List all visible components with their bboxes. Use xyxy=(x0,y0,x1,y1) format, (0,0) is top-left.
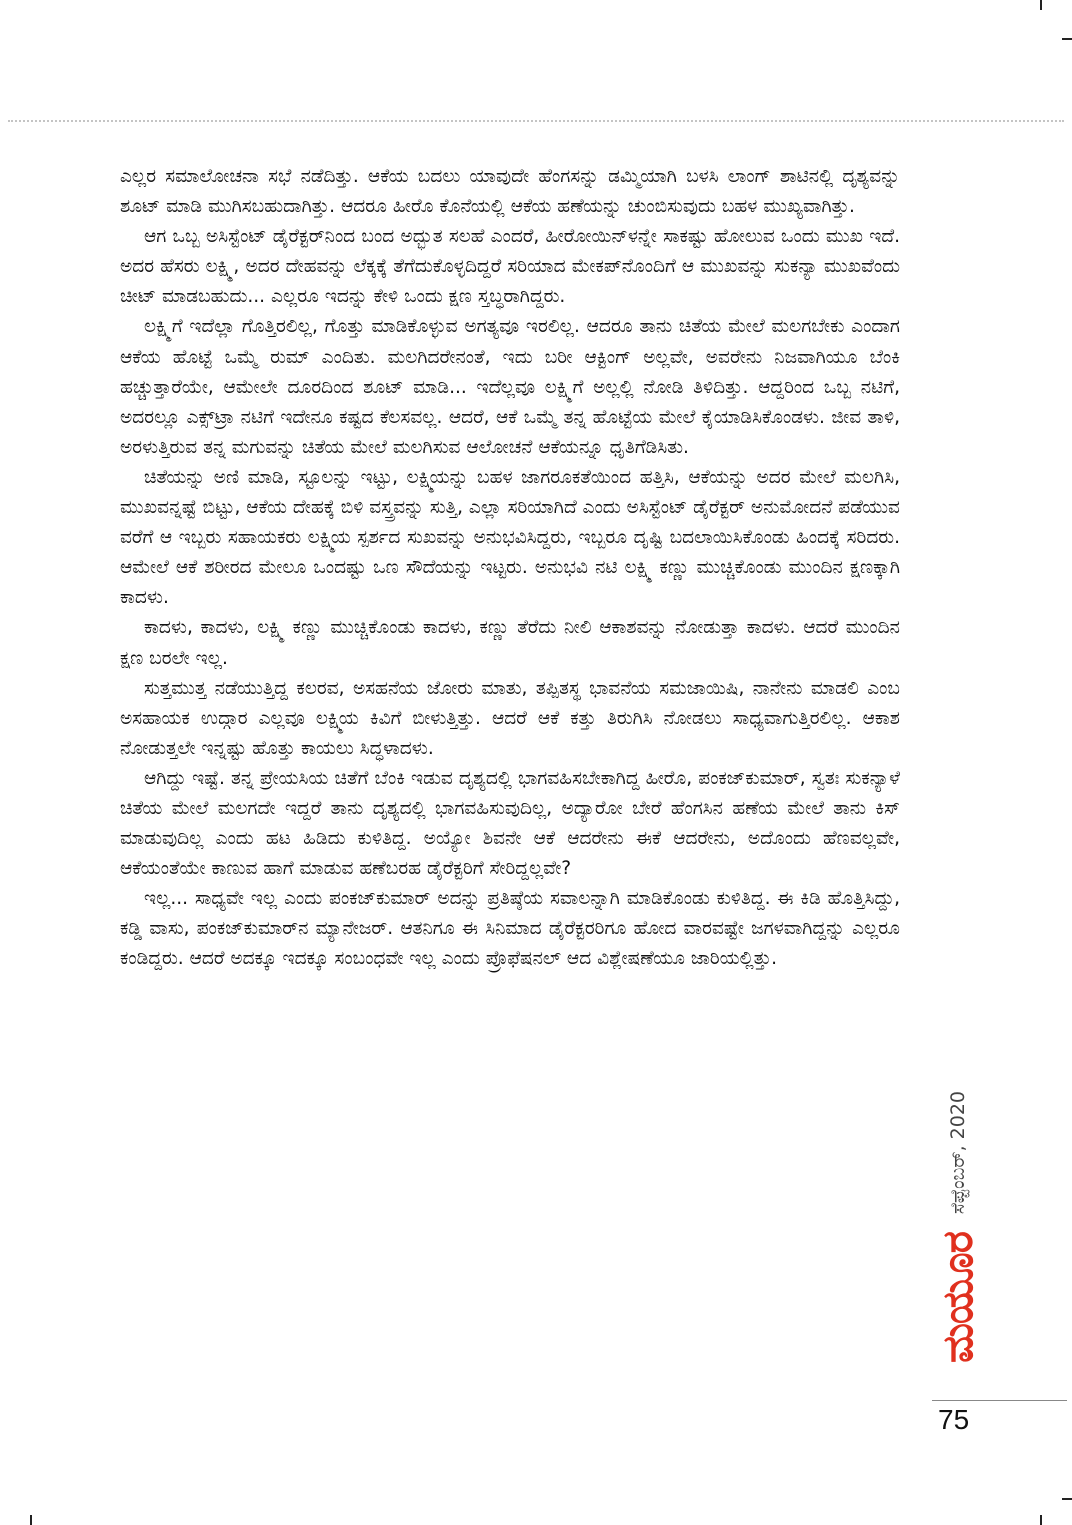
paragraph: ಕಾದಳು, ಕಾದಳು, ಲಕ್ಷ್ಮಿ ಕಣ್ಣು ಮುಚ್ಚಿಕೊಂಡು ಕಾದಳು, ಕಣ್ಣು ತೆರೆದು ನೀಲಿ ಆಕಾಶವನ್ನು ನೋಡುತ್ತಾ ಕಾದಳು. ಆದರೆ ಮುಂದಿನ ಕ್ಷಣ ಬರಲೇ ಇಲ್ಲ. xyxy=(120,617,900,669)
paragraph: ಎಲ್ಲರ ಸಮಾಲೋಚನಾ ಸಭೆ ನಡೆದಿತ್ತು. ಆಕೆಯ ಬದಲು ಯಾವುದೇ ಹೆಂಗಸನ್ನು ಡಮ್ಮಿಯಾಗಿ ಬಳಸಿ ಲಾಂಗ್ ಶಾಟಿನಲ್ಲಿ ದೃಶ್ಯವನ್ನು ಶೂಟ್ ಮಾಡಿ ಮುಗಿಸಬಹುದಾಗಿತ್ತು. ಆದರೂ ಹೀರೊ ಕೊನೆಯಲ್ಲಿ ಆಕೆಯ ಹಣೆಯನ್ನು ಚುಂಬಿಸುವುದು ಬಹಳ ಮುಖ್ಯವಾಗಿತ್ತು. xyxy=(120,166,900,218)
paragraph: ಲಕ್ಷ್ಮಿಗೆ ಇದೆಲ್ಲಾ ಗೊತ್ತಿರಲಿಲ್ಲ, ಗೊತ್ತು ಮಾಡಿಕೊಳ್ಳುವ ಅಗತ್ಯವೂ ಇರಲಿಲ್ಲ. ಆದರೂ ತಾನು ಚಿತೆಯ ಮೇಲೆ ಮಲಗಬೇಕು ಎಂದಾಗ ಆಕೆಯ ಹೊಟ್ಟೆ ಒಮ್ಮೆ ರುಮ್ ಎಂದಿತು. ಮಲಗಿದರೇನಂತೆ, ಇದು ಬರೀ ಆಕ್ಟಿಂಗ್ ಅಲ್ಲವೇ, ಅವರೇನು ನಿಜವಾಗಿಯೂ ಬೆಂಕಿ ಹಚ್ಚುತ್ತಾರೆಯೇ, ಆಮೇಲೇ ದೂರದಿಂದ ಶೂಟ್ ಮಾಡಿ... ಇದೆಲ್ಲವೂ ಲಕ್ಷ್ಮಿಗೆ ಅಲ್ಲಲ್ಲಿ ನೋಡಿ ತಿಳಿದಿತ್ತು. ಆದ್ದರಿಂದ ಒಬ್ಬ ನಟಿಗೆ, ಅದರಲ್ಲೂ ಎಕ್ಸ್‌ಟ್ರಾ ನಟಿಗೆ ಇದೇನೂ ಕಷ್ಟದ ಕೆಲಸವಲ್ಲ. ಆದರೆ, ಆಕೆ ಒಮ್ಮೆ ತನ್ನ ಹೊಟ್ಟೆಯ ಮೇಲೆ ಕೈಯಾಡಿಸಿಕೊಂಡಳು. ಜೀವ ತಾಳಿ, ಅರಳುತ್ತಿರುವ ತನ್ನ ಮಗುವನ್ನು ಚಿತೆಯ ಮೇಲೆ ಮಲಗಿಸುವ ಆಲೋಚನೆ ಆಕೆಯನ್ನೂ ಧೃತಿಗೆಡಿಸಿತು. xyxy=(120,316,900,458)
paragraph: ಚಿತೆಯನ್ನು ಅಣಿ ಮಾಡಿ, ಸ್ಟೂಲನ್ನು ಇಟ್ಟು, ಲಕ್ಷ್ಮಿಯನ್ನು ಬಹಳ ಜಾಗರೂಕತೆಯಿಂದ ಹತ್ತಿಸಿ, ಆಕೆಯನ್ನು ಅದರ ಮೇಲೆ ಮಲಗಿಸಿ, ಮುಖವನ್ನಷ್ಟೆ ಬಿಟ್ಟು, ಆಕೆಯ ದೇಹಕ್ಕೆ ಬಿಳಿ ವಸ್ತ್ರವನ್ನು ಸುತ್ತಿ, ಎಲ್ಲಾ ಸರಿಯಾಗಿದೆ ಎಂದು ಅಸಿಸ್ಟೆಂಟ್ ಡೈರೆಕ್ಟರ್ ಅನುಮೋದನೆ ಪಡೆಯುವ ವರೆಗೆ ಆ ಇಬ್ಬರು ಸಹಾಯಕರು ಲಕ್ಷ್ಮಿಯ ಸ್ಪರ್ಶದ ಸುಖವನ್ನು ಅನುಭವಿಸಿದ್ದರು, ಇಬ್ಬರೂ ದೃಷ್ಟಿ ಬದಲಾಯಿಸಿಕೊಂಡು ಹಿಂದಕ್ಕೆ ಸರಿದರು. ಆಮೇಲೆ ಆಕೆ ಶರೀರದ ಮೇಲೂ ಒಂದಷ್ಟು ಒಣ ಸೌದೆಯನ್ನು ಇಟ್ಟರು. ಅನುಭವಿ ನಟಿ ಲಕ್ಷ್ಮಿ ಕಣ್ಣು ಮುಚ್ಚಿಕೊಂಡು ಮುಂದಿನ ಕ್ಷಣಕ್ಕಾಗಿ ಕಾದಳು. xyxy=(120,466,900,609)
header-dotted-rule xyxy=(8,120,1064,122)
article-body xyxy=(120,162,900,975)
crop-mark-right-lower xyxy=(1062,1498,1072,1500)
paragraph: ಇಲ್ಲ... ಸಾಧ್ಯವೇ ಇಲ್ಲ ಎಂದು ಪಂಕಜ್‌ಕುಮಾರ್ ಅದನ್ನು ಪ್ರತಿಷ್ಠೆಯ ಸವಾಲನ್ನಾಗಿ ಮಾಡಿಕೊಂಡು ಕುಳಿತಿದ್ದ. ಈ ಕಿಡಿ ಹೊತ್ತಿಸಿದ್ದು, ಕಡ್ಡಿ ವಾಸು, ಪಂಕಜ್‌ಕುಮಾರ್‌ನ ಮ್ಯಾನೇಜರ್. ಆತನಿಗೂ ಈ ಸಿನಿಮಾದ ಡೈರೆಕ್ಟರರಿಗೂ ಹೋದ ವಾರವಷ್ಟೇ ಜಗಳವಾಗಿದ್ದನ್ನು ಎಲ್ಲರೂ ಕಂಡಿದ್ದರು. ಆದರೆ ಅದಕ್ಕೂ ಇದಕ್ಕೂ ಸಂಬಂಧವೇ ಇಲ್ಲ ಎಂದು ಪ್ರೊಫೆಷನಲ್ ಆದ ವಿಶ್ಲೇಷಣೆಯೂ ಜಾರಿಯಲ್ಲಿತ್ತು. xyxy=(120,888,900,970)
paragraph: ಆಗಿದ್ದು ಇಷ್ಟೆ. ತನ್ನ ಪ್ರೇಯಸಿಯ ಚಿತೆಗೆ ಬೆಂಕಿ ಇಡುವ ದೃಶ್ಯದಲ್ಲಿ ಭಾಗವಹಿಸಬೇಕಾಗಿದ್ದ ಹೀರೊ, ಪಂಕಜ್‌ಕುಮಾರ್, ಸ್ವತಃ ಸುಕನ್ಯಾಳೆ ಚಿತೆಯ ಮೇಲೆ ಮಲಗದೇ ಇದ್ದರೆ ತಾನು ದೃಶ್ಯದಲ್ಲಿ ಭಾಗವಹಿಸುವುದಿಲ್ಲ, ಅದ್ಯಾರೋ ಬೇರೆ ಹೆಂಗಸಿನ ಹಣೆಯ ಮೇಲೆ ತಾನು ಕಿಸ್ ಮಾಡುವುದಿಲ್ಲ ಎಂದು ಹಟ ಹಿಡಿದು ಕುಳಿತಿದ್ದ. ಅಯ್ಯೋ ಶಿವನೇ ಆಕೆ ಆದರೇನು ಈಕೆ ಆದರೇನು, ಅದೊಂದು ಹೆಣವಲ್ಲವೇ, ಆಕೆಯಂತೆಯೇ ಕಾಣುವ ಹಾಗೆ ಮಾಡುವ ಹಣೆಬರಹ ಡೈರೆಕ್ಟರಿಗೆ ಸೇರಿದ್ದಲ್ಲವೇ? xyxy=(120,767,900,880)
crop-mark-bottom-left xyxy=(30,1515,32,1525)
crop-mark-bottom-right xyxy=(1040,1515,1042,1525)
crop-mark-top-right xyxy=(1040,0,1042,10)
page-number: 75 xyxy=(938,1404,970,1435)
crop-mark-right-upper xyxy=(1062,38,1072,40)
magazine-sidebar xyxy=(918,1082,998,1372)
page-number-rule xyxy=(932,1400,1067,1401)
paragraph: ಆಗ ಒಬ್ಬ ಅಸಿಸ್ಟೆಂಟ್ ಡೈರೆಕ್ಟರ್‌ನಿಂದ ಬಂದ ಅದ್ಭುತ ಸಲಹೆ ಎಂದರೆ, ಹೀರೋಯಿನ್‌ಳನ್ನೇ ಸಾಕಷ್ಟು ಹೋಲುವ ಒಂದು ಮುಖ ಇದೆ. ಅದರ ಹೆಸರು ಲಕ್ಷ್ಮಿ, ಅದರ ದೇಹವನ್ನು ಲೆಕ್ಕಕ್ಕೆ ತೆಗೆದುಕೊಳ್ಳದಿದ್ದರೆ ಸರಿಯಾದ ಮೇಕಪ್‌ನೊಂದಿಗೆ ಆ ಮುಖವನ್ನು ಸುಕನ್ಯಾ ಮುಖವೆಂದು ಚೀಟ್ ಮಾಡಬಹುದು... ಎಲ್ಲರೂ ಇದನ್ನು ಕೇಳಿ ಒಂದು ಕ್ಷಣ ಸ್ತಬ್ಧರಾಗಿದ್ದರು. xyxy=(120,226,900,308)
paragraph: ಸುತ್ತಮುತ್ತ ನಡೆಯುತ್ತಿದ್ದ ಕಲರವ, ಅಸಹನೆಯ ಜೋರು ಮಾತು, ತಪ್ಪಿತಸ್ಥ ಭಾವನೆಯ ಸಮಜಾಯಿಷಿ, ನಾನೇನು ಮಾಡಲಿ ಎಂಬ ಅಸಹಾಯಕ ಉದ್ಗಾರ ಎಲ್ಲವೂ ಲಕ್ಷ್ಮಿಯ ಕಿವಿಗೆ ಬೀಳುತ್ತಿತ್ತು. ಆದರೆ ಆಕೆ ಕತ್ತು ತಿರುಗಿಸಿ ನೋಡಲು ಸಾಧ್ಯವಾಗುತ್ತಿರಲಿಲ್ಲ. ಆಕಾಶ ನೋಡುತ್ತಲೇ ಇನ್ನಷ್ಟು ಹೊತ್ತು ಕಾಯಲು ಸಿದ್ಧಳಾದಳು. xyxy=(120,677,900,759)
issue-date: ಸೆಪ್ಟೆಂಬರ್, 2020 xyxy=(947,1090,969,1215)
magazine-logo: ಮಯೂರ xyxy=(933,1232,982,1364)
